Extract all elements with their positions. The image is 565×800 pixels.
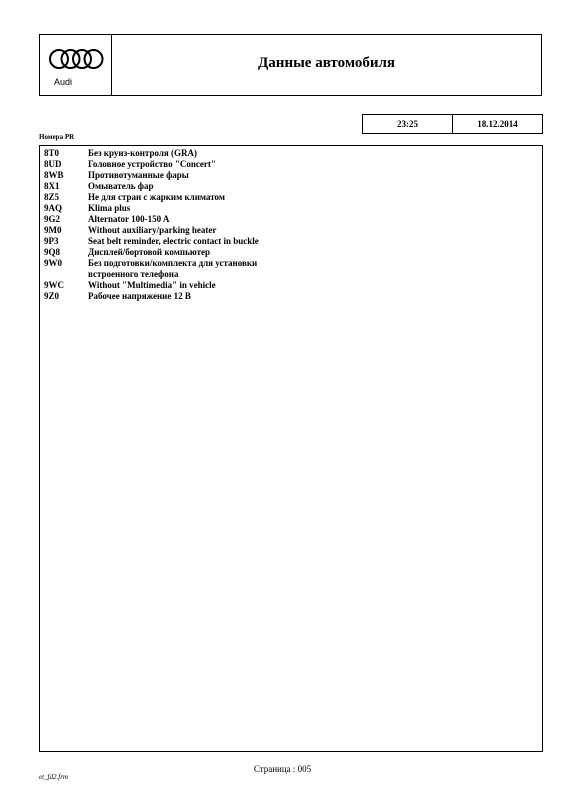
pr-code: 8WB <box>44 170 64 180</box>
pr-code: 8Z5 <box>44 192 60 202</box>
page-title: Данные автомобиля <box>257 55 396 71</box>
pr-description: Головное устройство "Concert" <box>88 159 216 169</box>
pr-description: Without auxiliary/parking heater <box>88 225 217 235</box>
list-item <box>40 148 542 159</box>
pr-list <box>39 145 543 752</box>
pr-code: 9W0 <box>44 258 62 268</box>
pr-code: 9M0 <box>44 225 62 235</box>
page-number: Страница : 005 <box>253 764 312 774</box>
pr-description: Омыватель фар <box>88 181 154 191</box>
brand-name: Audi <box>54 77 73 87</box>
pr-code: 8UD <box>44 159 62 169</box>
list-item <box>40 258 542 280</box>
pr-description: Без подготовки/комплекта для установки встроенного телефона <box>88 258 258 279</box>
pr-description: Klima plus <box>88 203 131 213</box>
pr-description: Противотуманные фары <box>88 170 189 180</box>
pr-description: Без круиз-контроля (GRA) <box>88 148 198 158</box>
header-box <box>39 34 542 96</box>
pr-description: Не для стран с жарким климатом <box>88 192 225 202</box>
meta-box <box>362 114 543 134</box>
list-item <box>40 236 542 247</box>
pr-description: Seat belt reminder, electric contact in buckle <box>88 236 259 246</box>
pr-code: 9Q8 <box>44 247 61 257</box>
section-label: Номера PR <box>39 133 75 141</box>
list-item <box>40 203 542 214</box>
pr-code: 9G2 <box>44 214 61 224</box>
pr-code: 8T0 <box>44 148 60 158</box>
pr-description: Рабочее напряжение 12 В <box>88 291 191 301</box>
list-item <box>40 192 542 203</box>
list-item <box>40 280 542 291</box>
list-item <box>40 214 542 225</box>
list-item <box>40 247 542 258</box>
pr-description: Without "Multimedia" in vehicle <box>88 280 216 290</box>
list-item <box>40 291 542 302</box>
list-item <box>40 225 542 236</box>
audi-logo <box>40 35 112 95</box>
list-item <box>40 181 542 192</box>
time-value: 23:25 <box>397 119 418 129</box>
form-filename: et_fd2.frm <box>39 773 68 781</box>
pr-code: 9WC <box>44 280 64 290</box>
pr-description: Alternator 100-150 A <box>88 214 170 224</box>
audi-rings-icon <box>48 47 104 71</box>
list-item <box>40 159 542 170</box>
pr-code: 9AQ <box>44 203 62 213</box>
pr-code: 8X1 <box>44 181 60 191</box>
pr-description: Дисплей/бортовой компьютер <box>88 247 211 257</box>
date-value: 18.12.2014 <box>452 115 542 133</box>
list-item <box>40 170 542 181</box>
pr-code: 9P3 <box>44 236 59 246</box>
pr-code: 9Z0 <box>44 291 60 301</box>
